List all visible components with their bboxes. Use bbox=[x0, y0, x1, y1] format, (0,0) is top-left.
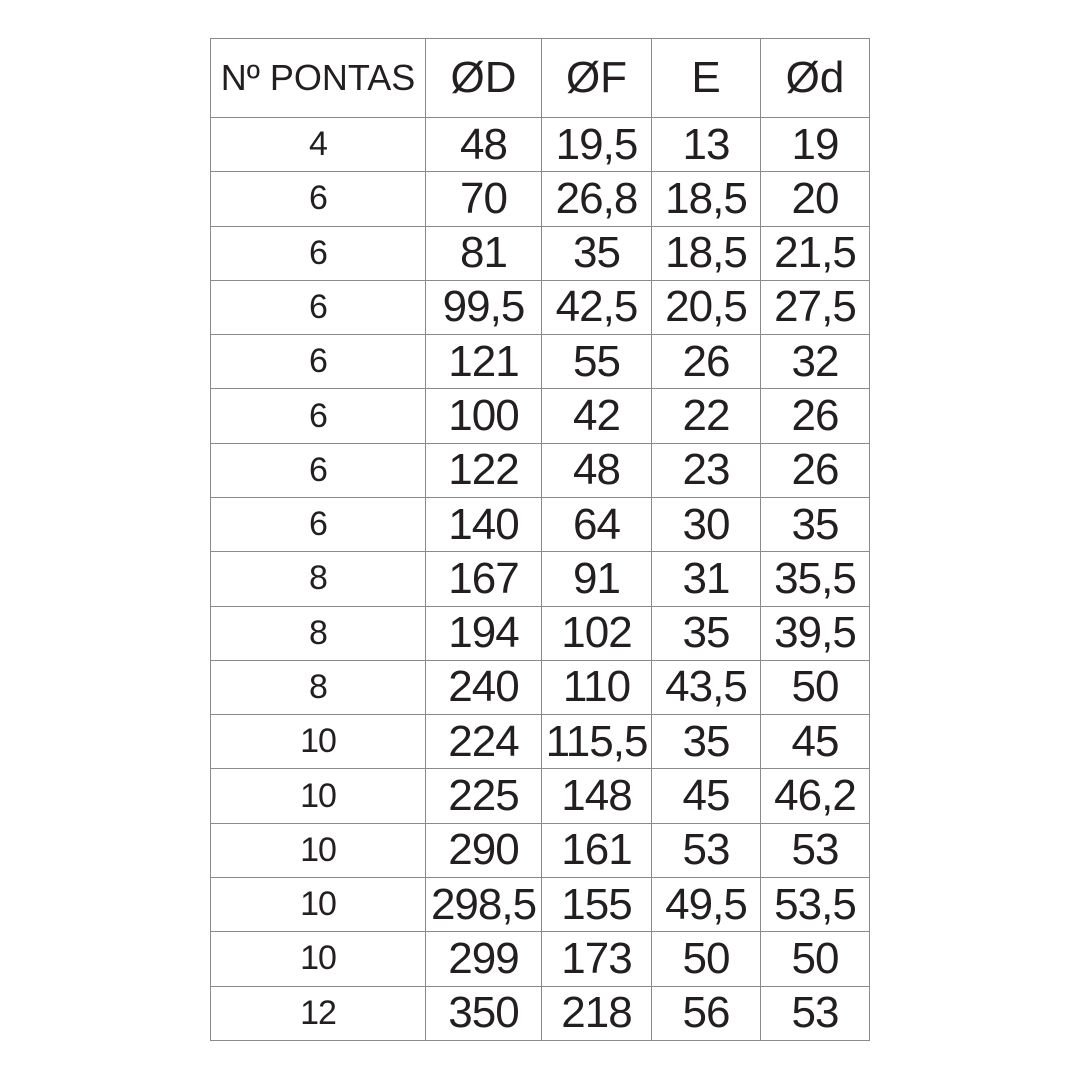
cell-e: 50 bbox=[652, 932, 761, 986]
cell-e: 18,5 bbox=[652, 226, 761, 280]
cell-pontas: 6 bbox=[211, 335, 426, 389]
header-pontas: Nº PONTAS bbox=[211, 39, 426, 118]
cell-e: 53 bbox=[652, 823, 761, 877]
table-header bbox=[211, 39, 870, 118]
cell-pontas: 12 bbox=[211, 986, 426, 1041]
cell-inner-diameter: 39,5 bbox=[761, 606, 870, 660]
table-row bbox=[211, 932, 870, 986]
cell-e: 30 bbox=[652, 497, 761, 551]
cell-f-diameter: 26,8 bbox=[542, 172, 652, 226]
cell-f-diameter: 102 bbox=[542, 606, 652, 660]
table-row bbox=[211, 118, 870, 172]
cell-outer-diameter: 240 bbox=[426, 660, 542, 714]
table-row bbox=[211, 552, 870, 606]
cell-outer-diameter: 48 bbox=[426, 118, 542, 172]
cell-f-diameter: 173 bbox=[542, 932, 652, 986]
cell-inner-diameter: 35,5 bbox=[761, 552, 870, 606]
header-outer-diameter: ØD bbox=[426, 39, 542, 118]
cell-f-diameter: 48 bbox=[542, 443, 652, 497]
table-row bbox=[211, 660, 870, 714]
cell-e: 18,5 bbox=[652, 172, 761, 226]
cell-e: 13 bbox=[652, 118, 761, 172]
cell-pontas: 6 bbox=[211, 172, 426, 226]
cell-pontas: 8 bbox=[211, 606, 426, 660]
cell-inner-diameter: 53 bbox=[761, 986, 870, 1041]
cell-inner-diameter: 50 bbox=[761, 660, 870, 714]
cell-inner-diameter: 32 bbox=[761, 335, 870, 389]
cell-pontas: 10 bbox=[211, 932, 426, 986]
cell-pontas: 10 bbox=[211, 715, 426, 769]
table-row bbox=[211, 172, 870, 226]
cell-e: 35 bbox=[652, 606, 761, 660]
cell-outer-diameter: 99,5 bbox=[426, 280, 542, 334]
table-row bbox=[211, 823, 870, 877]
table-body bbox=[211, 118, 870, 1041]
header-f-diameter: ØF bbox=[542, 39, 652, 118]
cell-e: 23 bbox=[652, 443, 761, 497]
cell-inner-diameter: 27,5 bbox=[761, 280, 870, 334]
table-row bbox=[211, 497, 870, 551]
cell-inner-diameter: 53,5 bbox=[761, 877, 870, 931]
cell-f-diameter: 64 bbox=[542, 497, 652, 551]
cell-inner-diameter: 26 bbox=[761, 389, 870, 443]
cell-pontas: 6 bbox=[211, 226, 426, 280]
cell-pontas: 6 bbox=[211, 280, 426, 334]
cell-inner-diameter: 50 bbox=[761, 932, 870, 986]
cell-outer-diameter: 350 bbox=[426, 986, 542, 1041]
cell-e: 49,5 bbox=[652, 877, 761, 931]
table-row bbox=[211, 769, 870, 823]
cell-outer-diameter: 81 bbox=[426, 226, 542, 280]
cell-outer-diameter: 299 bbox=[426, 932, 542, 986]
cell-outer-diameter: 70 bbox=[426, 172, 542, 226]
cell-e: 22 bbox=[652, 389, 761, 443]
cell-pontas: 8 bbox=[211, 660, 426, 714]
cell-f-diameter: 161 bbox=[542, 823, 652, 877]
header-inner-diameter: Ød bbox=[761, 39, 870, 118]
cell-inner-diameter: 53 bbox=[761, 823, 870, 877]
header-e: E bbox=[652, 39, 761, 118]
cell-f-diameter: 42 bbox=[542, 389, 652, 443]
cell-pontas: 6 bbox=[211, 443, 426, 497]
cell-outer-diameter: 225 bbox=[426, 769, 542, 823]
cell-e: 26 bbox=[652, 335, 761, 389]
table-row bbox=[211, 715, 870, 769]
cell-outer-diameter: 167 bbox=[426, 552, 542, 606]
cell-inner-diameter: 21,5 bbox=[761, 226, 870, 280]
cell-pontas: 6 bbox=[211, 389, 426, 443]
header-row bbox=[211, 39, 870, 118]
table-row bbox=[211, 877, 870, 931]
table-row bbox=[211, 226, 870, 280]
cell-outer-diameter: 122 bbox=[426, 443, 542, 497]
cell-e: 35 bbox=[652, 715, 761, 769]
table-row bbox=[211, 389, 870, 443]
cell-f-diameter: 155 bbox=[542, 877, 652, 931]
cell-outer-diameter: 194 bbox=[426, 606, 542, 660]
cell-inner-diameter: 45 bbox=[761, 715, 870, 769]
cell-f-diameter: 115,5 bbox=[542, 715, 652, 769]
cell-inner-diameter: 26 bbox=[761, 443, 870, 497]
cell-e: 45 bbox=[652, 769, 761, 823]
cell-outer-diameter: 140 bbox=[426, 497, 542, 551]
cell-f-diameter: 148 bbox=[542, 769, 652, 823]
cell-outer-diameter: 290 bbox=[426, 823, 542, 877]
table-row bbox=[211, 443, 870, 497]
cell-inner-diameter: 35 bbox=[761, 497, 870, 551]
cell-f-diameter: 19,5 bbox=[542, 118, 652, 172]
cell-pontas: 6 bbox=[211, 497, 426, 551]
dimensions-table bbox=[210, 38, 870, 1041]
cell-inner-diameter: 19 bbox=[761, 118, 870, 172]
cell-outer-diameter: 224 bbox=[426, 715, 542, 769]
cell-outer-diameter: 100 bbox=[426, 389, 542, 443]
cell-pontas: 10 bbox=[211, 769, 426, 823]
cell-pontas: 4 bbox=[211, 118, 426, 172]
cell-f-diameter: 42,5 bbox=[542, 280, 652, 334]
cell-e: 20,5 bbox=[652, 280, 761, 334]
cell-outer-diameter: 298,5 bbox=[426, 877, 542, 931]
cell-f-diameter: 91 bbox=[542, 552, 652, 606]
cell-outer-diameter: 121 bbox=[426, 335, 542, 389]
cell-inner-diameter: 20 bbox=[761, 172, 870, 226]
table-row bbox=[211, 335, 870, 389]
cell-f-diameter: 218 bbox=[542, 986, 652, 1041]
cell-pontas: 10 bbox=[211, 877, 426, 931]
table-row bbox=[211, 606, 870, 660]
cell-f-diameter: 110 bbox=[542, 660, 652, 714]
cell-e: 56 bbox=[652, 986, 761, 1041]
table-row bbox=[211, 280, 870, 334]
cell-f-diameter: 55 bbox=[542, 335, 652, 389]
cell-e: 43,5 bbox=[652, 660, 761, 714]
cell-e: 31 bbox=[652, 552, 761, 606]
cell-pontas: 8 bbox=[211, 552, 426, 606]
table-row bbox=[211, 986, 870, 1041]
cell-pontas: 10 bbox=[211, 823, 426, 877]
cell-inner-diameter: 46,2 bbox=[761, 769, 870, 823]
cell-f-diameter: 35 bbox=[542, 226, 652, 280]
